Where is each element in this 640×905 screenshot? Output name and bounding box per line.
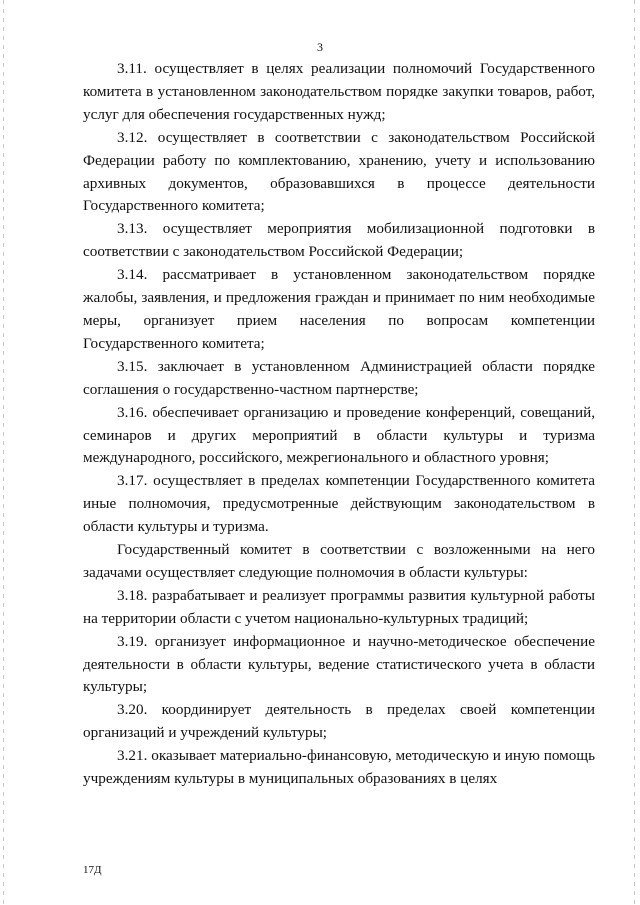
paragraph-3-18: 3.18. разрабатывает и реализует программы развития культурной работы на территории области с учетом национально-культурных традиций;	[83, 586, 595, 627]
document-body	[83, 58, 595, 791]
right-scan-edge	[634, 0, 635, 905]
paragraph-3-12: 3.12. осуществляет в соответствии с законодательством Российской Федерации работу по комплектованию, хранению, учету и использованию архивных документов, образовавшихся в процессе деятельности Государственного комитета;	[83, 128, 595, 215]
document-footer-code: 17Д	[83, 864, 102, 876]
left-scan-edge	[3, 0, 4, 905]
page-number: 3	[317, 40, 323, 54]
culture-powers-intro: Государственный комитет в соответствии с возложенными на него задачами осуществляет следующие полномочия в области культуры:	[83, 541, 595, 581]
paragraph-3-16: 3.16. обеспечивает организацию и проведение конференций, совещаний, семинаров и других мероприятий в области культуры и туризма международного, российского, межрегионального и областного уровня;	[83, 403, 595, 467]
paragraph-3-15: 3.15. заключает в установленном Администрацией области порядке соглашения о государственно-частном партнерстве;	[83, 357, 595, 398]
paragraph-3-13: 3.13. осуществляет мероприятия мобилизационной подготовки в соответствии с законодательством Российской Федерации;	[83, 220, 595, 261]
paragraph-3-11: 3.11. осуществляет в целях реализации полномочий Государственного комитета в установленном законодательством порядке закупки товаров, работ, услуг для обеспечения государственных нужд;	[83, 60, 595, 123]
paragraph-3-20: 3.20. координирует деятельность в пределах своей компетенции организаций и учреждений культуры;	[83, 701, 595, 742]
paragraph-3-21: 3.21. оказывает материально-финансовую, методическую и иную помощь учреждениям культуры в муниципальных образованиях в целях	[83, 747, 595, 788]
paragraph-3-19: 3.19. организует информационное и научно-методическое обеспечение деятельности в области культуры, ведение статистического учета в области культуры;	[83, 632, 595, 696]
paragraph-3-17: 3.17. осуществляет в пределах компетенции Государственного комитета иные полномочия, предусмотренные действующим законодательством в области культуры и туризма.	[83, 472, 595, 536]
paragraph-3-14: 3.14. рассматривает в установленном законодательством порядке жалобы, заявления, и предложения граждан и принимает по ним необходимые меры, организует прием населения по вопросам компетенции Государственного комитета;	[83, 266, 595, 352]
